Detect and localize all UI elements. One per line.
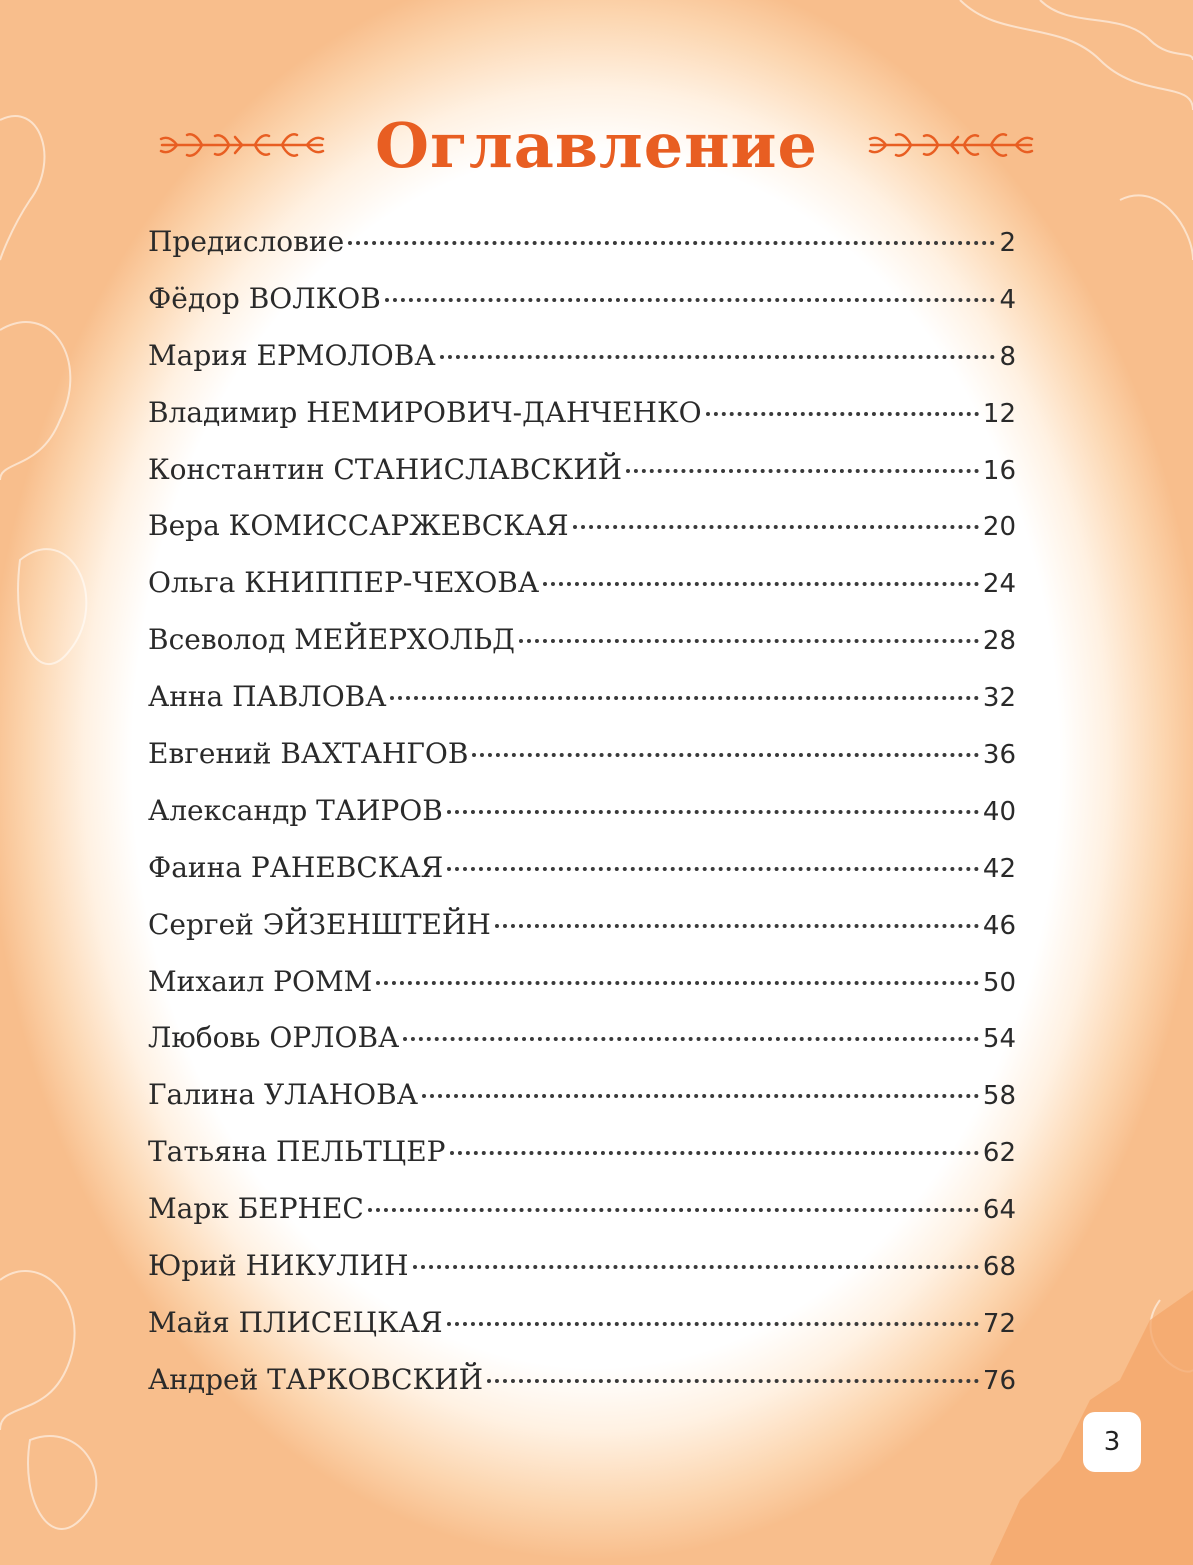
toc-entry-title: Майя ПЛИСЕЦКАЯ xyxy=(148,1305,443,1339)
toc-entry-title: Михаил РОММ xyxy=(148,964,373,998)
dot-leader xyxy=(368,1208,979,1212)
toc-entry-page: 16 xyxy=(982,455,1016,486)
table-of-contents xyxy=(148,214,1016,1409)
toc-entry-page: 68 xyxy=(982,1252,1016,1283)
toc-entry[interactable] xyxy=(148,840,1016,897)
toc-entry[interactable] xyxy=(148,1124,1016,1181)
dot-leader xyxy=(487,1379,979,1383)
title-row xyxy=(0,100,1193,190)
toc-entry[interactable] xyxy=(148,328,1016,385)
dot-leader xyxy=(626,469,979,473)
toc-entry-title: Сергей ЭЙЗЕНШТЕЙН xyxy=(148,907,491,941)
toc-entry-title: Юрий НИКУЛИН xyxy=(148,1249,409,1283)
dot-leader xyxy=(495,924,979,928)
toc-entry-page: 54 xyxy=(982,1024,1016,1055)
toc-entry[interactable] xyxy=(148,442,1016,499)
toc-entry-page: 8 xyxy=(999,341,1016,372)
toc-entry-page: 62 xyxy=(982,1138,1016,1169)
dot-leader xyxy=(573,525,979,529)
toc-entry-page: 58 xyxy=(982,1081,1016,1112)
toc-entry-page: 2 xyxy=(999,228,1016,258)
toc-entry[interactable] xyxy=(148,498,1016,555)
toc-entry[interactable] xyxy=(148,1181,1016,1238)
dot-leader xyxy=(447,867,979,871)
toc-entry-page: 32 xyxy=(982,683,1016,714)
toc-entry-title: Марк БЕРНЕС xyxy=(148,1192,364,1226)
dot-leader xyxy=(447,810,979,814)
page-number: 3 xyxy=(1083,1412,1141,1472)
toc-entry[interactable] xyxy=(148,783,1016,840)
toc-entry-title: Предисловие xyxy=(148,225,345,258)
toc-entry-page: 28 xyxy=(982,626,1016,657)
toc-entry-page: 76 xyxy=(982,1365,1016,1396)
dot-leader xyxy=(472,753,978,757)
dot-leader xyxy=(706,412,979,416)
toc-entry-page: 4 xyxy=(999,284,1016,315)
toc-entry-page: 12 xyxy=(982,398,1016,429)
toc-entry[interactable] xyxy=(148,214,1016,271)
toc-entry-title: Любовь ОРЛОВА xyxy=(148,1021,400,1055)
toc-entry[interactable] xyxy=(148,726,1016,783)
dot-leader xyxy=(447,1322,979,1326)
toc-entry-page: 42 xyxy=(982,853,1016,884)
dot-leader xyxy=(403,1037,979,1041)
toc-entry[interactable] xyxy=(148,555,1016,612)
toc-entry-title: Анна ПАВЛОВА xyxy=(148,680,387,714)
toc-entry-title: Вера КОМИССАРЖЕВСКАЯ xyxy=(148,509,569,543)
page-title: Оглавление xyxy=(375,108,818,182)
toc-entry[interactable] xyxy=(148,1067,1016,1124)
toc-entry-page: 50 xyxy=(982,967,1016,998)
toc-entry-title: Фаина РАНЕВСКАЯ xyxy=(148,850,444,884)
toc-entry-title: Владимир НЕМИРОВИЧ-ДАНЧЕНКО xyxy=(148,395,702,429)
laurel-ornament-icon xyxy=(157,125,327,165)
toc-entry-title: Ольга КНИППЕР-ЧЕХОВА xyxy=(148,566,540,600)
toc-entry-title: Галина УЛАНОВА xyxy=(148,1078,418,1112)
toc-entry-title: Александр ТАИРОВ xyxy=(148,793,443,827)
dot-leader xyxy=(543,582,979,586)
dot-leader xyxy=(390,696,978,700)
toc-entry-page: 36 xyxy=(982,740,1016,771)
toc-entry-title: Андрей ТАРКОВСКИЙ xyxy=(148,1362,484,1396)
laurel-ornament-icon xyxy=(866,125,1036,165)
dot-leader xyxy=(422,1094,979,1098)
toc-entry[interactable] xyxy=(148,1295,1016,1352)
dot-leader xyxy=(440,355,996,359)
toc-entry-title: Всеволод МЕЙЕРХОЛЬД xyxy=(148,623,515,657)
toc-entry[interactable] xyxy=(148,1010,1016,1067)
toc-entry[interactable] xyxy=(148,1238,1016,1295)
dot-leader xyxy=(348,241,995,245)
toc-entry[interactable] xyxy=(148,897,1016,954)
dot-leader xyxy=(519,639,979,643)
toc-entry[interactable] xyxy=(148,271,1016,328)
toc-entry-page: 40 xyxy=(982,796,1016,827)
dot-leader xyxy=(385,298,996,302)
toc-entry-page: 24 xyxy=(982,569,1016,600)
dot-leader xyxy=(413,1265,979,1269)
toc-entry-page: 64 xyxy=(982,1195,1016,1226)
toc-entry-page: 46 xyxy=(982,910,1016,941)
toc-entry[interactable] xyxy=(148,954,1016,1011)
toc-entry-page: 20 xyxy=(982,512,1016,543)
toc-entry-title: Мария ЕРМОЛОВА xyxy=(148,338,436,372)
toc-entry-title: Татьяна ПЕЛЬТЦЕР xyxy=(148,1135,446,1169)
toc-entry-title: Фёдор ВОЛКОВ xyxy=(148,281,381,315)
toc-entry-title: Константин СТАНИСЛАВСКИЙ xyxy=(148,452,623,486)
dot-leader xyxy=(376,981,979,985)
toc-entry[interactable] xyxy=(148,385,1016,442)
toc-entry[interactable] xyxy=(148,612,1016,669)
dot-leader xyxy=(450,1151,979,1155)
toc-entry-title: Евгений ВАХТАНГОВ xyxy=(148,737,469,771)
toc-entry-page: 72 xyxy=(982,1308,1016,1339)
toc-entry[interactable] xyxy=(148,1352,1016,1409)
toc-entry[interactable] xyxy=(148,669,1016,726)
